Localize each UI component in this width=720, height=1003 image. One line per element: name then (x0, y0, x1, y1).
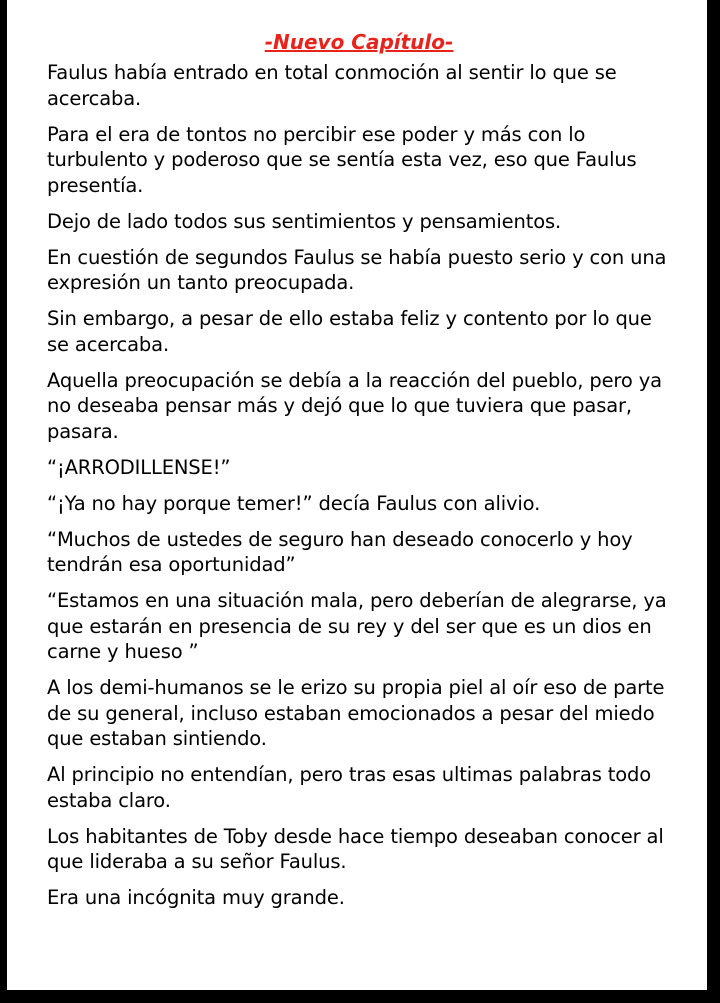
paragraph: Dejo de lado todos sus sentimientos y pensamientos. (47, 209, 562, 233)
dialogue-line: “Estamos en una situación mala, pero deberían de alegrarse, ya que estarán en presencia de su rey y del ser que es un dios en carne y hueso ” (47, 589, 667, 663)
paragraph: Los habitantes de Toby desde hace tiempo deseaban conocer al que lideraba a su señor Faulus. (47, 824, 664, 873)
dialogue-line: “Muchos de ustedes de seguro han deseado conocerlo y hoy tendrán esa oportunidad” (47, 527, 633, 576)
paragraph: En cuestión de segundos Faulus se había puesto serio y con una expresión un tanto preocupada. (47, 245, 667, 294)
paragraph: Sin embargo, a pesar de ello estaba feliz y contento por lo que se acercaba. (47, 307, 652, 356)
dialogue-line: “¡Ya no hay porque temer!” decía Faulus con alivio. (47, 491, 541, 515)
paragraph: Faulus había entrado en total conmoción al sentir lo que se acercaba. (47, 61, 617, 110)
paragraph: Para el era de tontos no percibir ese poder y más con lo turbulento y poderoso que se sentía esta vez, eso que Faulus presentía. (47, 122, 637, 197)
paragraph: Al principio no entendían, pero tras esas ultimas palabras todo estaba claro. (47, 763, 652, 812)
document-page (7, 0, 707, 990)
dialogue-line: “¡ARRODILLENSE!” (47, 455, 231, 479)
paragraph: Era una incógnita muy grande. (47, 886, 345, 909)
chapter-title: -Nuevo Capítulo- (264, 30, 454, 54)
paragraph: Aquella preocupación se debía a la reacción del pueblo, pero ya no deseaba pensar más y dejó que lo que tuviera que pasar, pasara. (47, 368, 662, 443)
paragraph: A los demi-humanos se le erizo su propia piel al oír eso de parte de su general, incluso estaban emocionados a pesar del miedo que estaban sintiendo. (47, 676, 665, 750)
